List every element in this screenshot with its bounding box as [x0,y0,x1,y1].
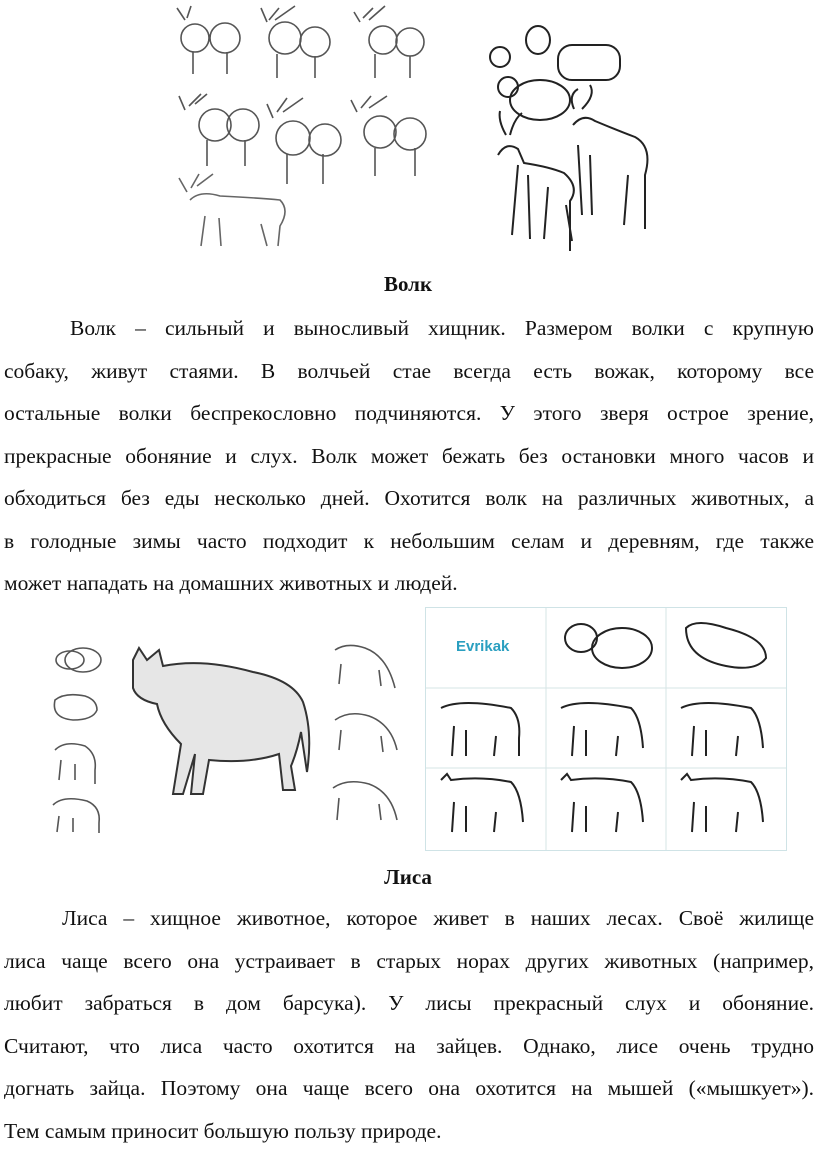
text-line: обходиться без еды несколько дней. Охотится волк на различных животных, а [4,486,814,510]
text-line: лиса чаще всего она устраивает в старых норах других животных (например, [4,948,814,973]
text-line: Волк – сильный и выносливый хищник. Размером волки с крупную [70,316,814,340]
text-line: может нападать на домашних животных и людей. [4,571,458,595]
evrikak-logo: Evrikak [456,638,510,655]
wolf-steps-grid [425,607,787,851]
deer-steps-illustration [165,0,445,258]
section-title-fox: Лиса [384,865,432,889]
text-line: остальные волки беспрекословно подчиняются. У этого зверя острое зрение, [4,401,814,425]
text-line: Тем самым приносит большую пользу природе. [4,1118,442,1143]
text-line: в голодные зимы часто подходит к небольшим селам и деревням, где также [4,528,814,553]
text-line: Считают, что лиса часто охотится на зайцев. Однако, лисе очень трудно [4,1033,814,1058]
text-line: Лиса – хищное животное, которое живет в наших лесах. Своё жилище [62,906,814,930]
fox-paragraph [4,897,814,1152]
text-line: прекрасные обоняние и слух. Волк может бежать без остановки много часов и [4,443,814,468]
wolf-drawing-illustration [45,620,415,840]
deer-steps-illustration-2 [478,15,653,258]
text-line: любит забраться в дом барсука). У лисы прекрасный слух и обоняние. [4,991,814,1015]
text-line: собаку, живут стаями. В волчьей стае всегда есть вожак, которому все [4,358,814,383]
text-line: догнать зайца. Поэтому она чаще всего она охотится на мышей («мышкует»). [4,1076,814,1100]
wolf-paragraph [4,307,814,605]
section-title-wolf: Волк [383,272,433,296]
